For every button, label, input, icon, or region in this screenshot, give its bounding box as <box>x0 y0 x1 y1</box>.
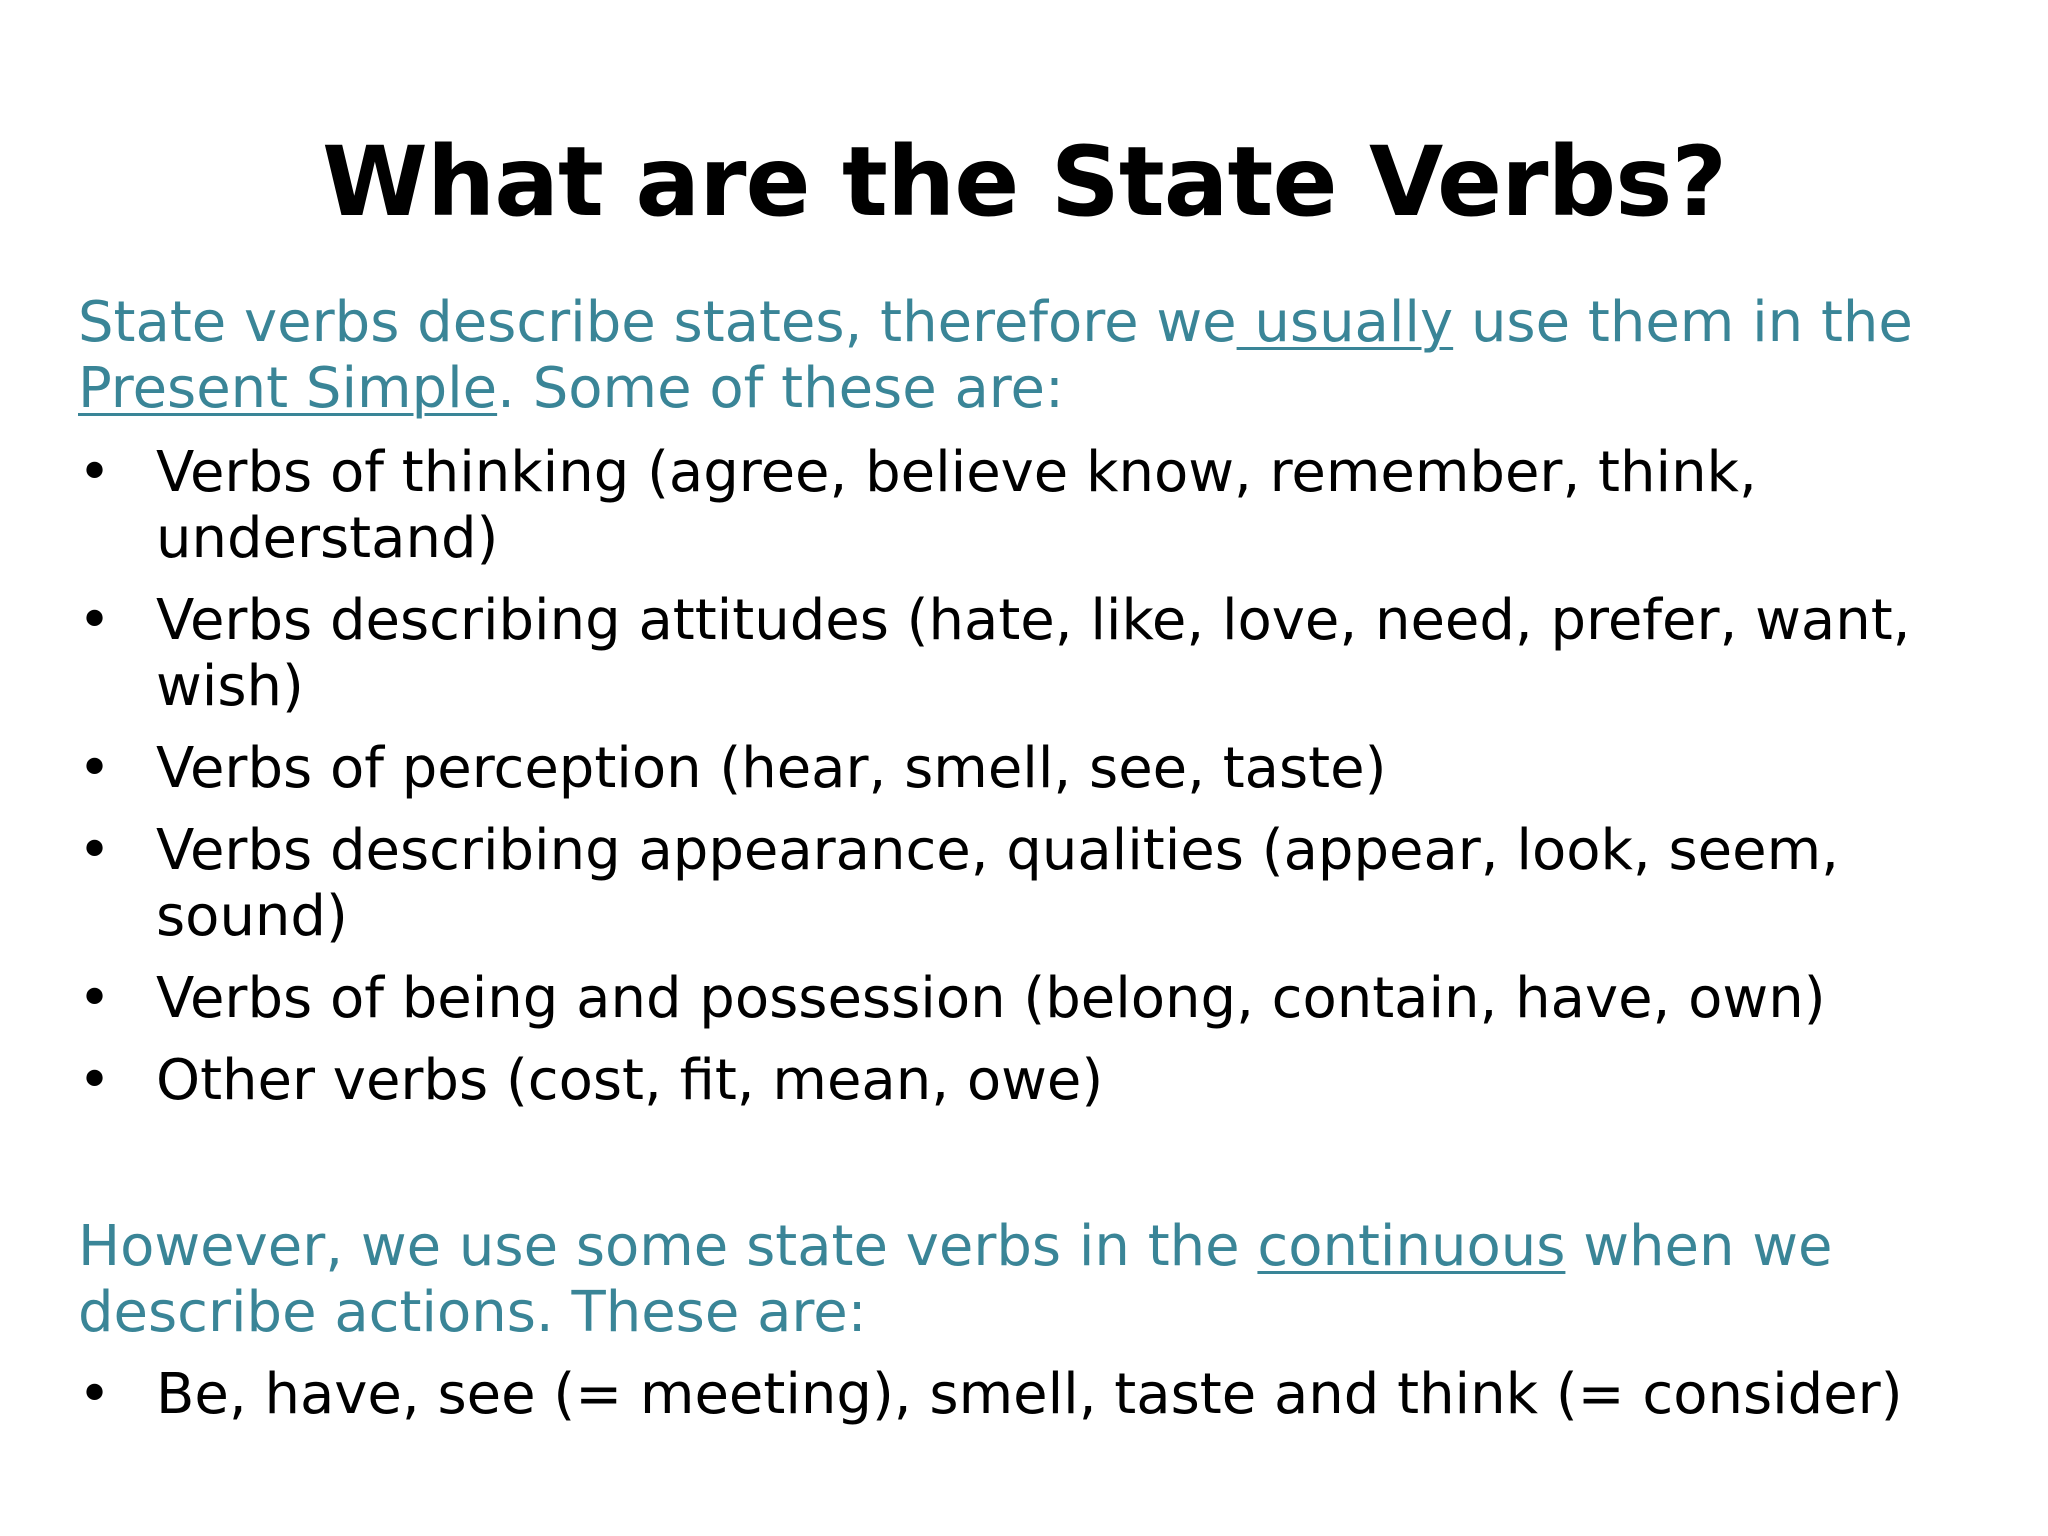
list-item-text: Verbs describing appearance, qualities (appear, look, seem, sound) <box>156 818 1839 949</box>
list-item-text: Verbs of being and possession (belong, contain, have, own) <box>156 966 1826 1031</box>
list-item <box>78 736 1978 802</box>
list-item-text: Verbs describing attitudes (hate, like, love, need, prefer, want, wish) <box>156 588 1911 719</box>
bullet-icon: • <box>78 1048 112 1113</box>
continuous-underlined: continuous <box>1257 1214 1566 1279</box>
bullet-icon: • <box>78 966 112 1031</box>
intro-paragraph <box>78 290 1978 422</box>
list-item <box>78 1048 1978 1114</box>
bullet-icon: • <box>78 1362 112 1427</box>
state-verbs-list <box>78 440 1978 1130</box>
bullet-icon: • <box>78 440 112 505</box>
outro-paragraph <box>78 1214 1978 1346</box>
list-item <box>78 1362 1978 1428</box>
slide-title: What are the State Verbs? <box>321 126 1727 238</box>
list-item <box>78 588 1978 720</box>
list-item-text: Be, have, see (= meeting), smell, taste and think (= consider) <box>156 1362 1903 1427</box>
intro-text-3: . Some of these are: <box>497 356 1064 421</box>
intro-text-2: use them in the <box>1453 290 1913 355</box>
list-item <box>78 818 1978 950</box>
bullet-icon: • <box>78 588 112 653</box>
list-item-text: Other verbs (cost, fit, mean, owe) <box>156 1048 1104 1113</box>
usually-underlined: usually <box>1236 290 1454 355</box>
list-item <box>78 966 1978 1032</box>
outro-text-2: when we describe actions. These are: <box>78 1214 1833 1345</box>
continuous-verbs-list <box>78 1362 1978 1428</box>
bullet-icon: • <box>78 818 112 883</box>
present-simple-underlined: Present Simple <box>78 356 498 421</box>
outro-text-1: However, we use some state verbs in the <box>78 1214 1258 1279</box>
list-item <box>78 440 1978 572</box>
intro-text-1: State verbs describe states, therefore we <box>78 290 1237 355</box>
bullet-icon: • <box>78 736 112 801</box>
list-item-text: Verbs of thinking (agree, believe know, remember, think, understand) <box>156 440 1757 571</box>
list-item-text: Verbs of perception (hear, smell, see, taste) <box>156 736 1387 801</box>
